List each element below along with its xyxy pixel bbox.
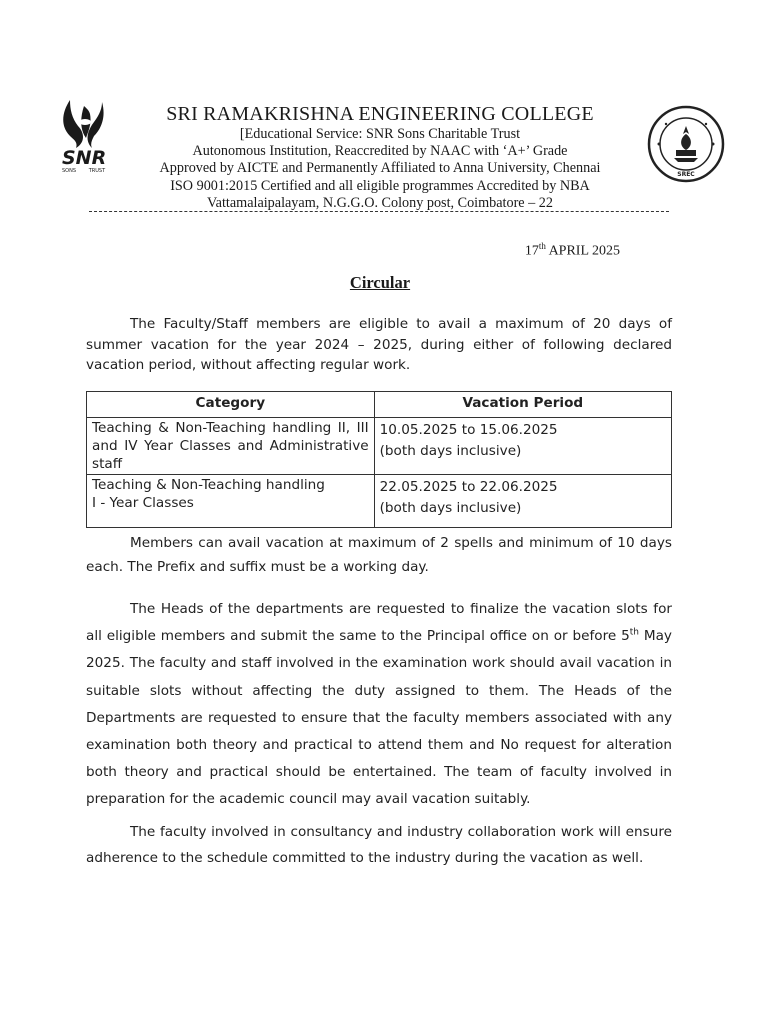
header-divider	[89, 211, 669, 212]
college-seal-icon	[646, 104, 726, 184]
snr-logo-subtext: SONS TRUST	[62, 168, 106, 174]
date-month-year: APRIL 2025	[545, 243, 620, 259]
category-text: Teaching & Non-Teaching handling	[92, 477, 325, 493]
period-cell	[374, 475, 671, 528]
category-text: Teaching & Non-Teaching handling II, III and IV Year Classes and Administrative staff	[92, 420, 369, 472]
heads-paragraph-text-cont: May 2025. The faculty and staff involved in the examination work should avail vacation in suitable slots without affecting the duty assigned to them. The Heads of the Departments are requested to ensure that the faculty members associated with any examination both theory and practical to attend them and No request for alteration both theory and practical should be entertained. The team of faculty involved in preparation for the academic council may avail vacation suitably.	[86, 628, 672, 808]
heads-paragraph-text: The Heads of the departments are requested to finalize the vacation slots for all eligible members and submit the same to the Principal office on or before 5	[86, 601, 672, 645]
period-note: (both days inclusive)	[379, 443, 522, 459]
table-header-row	[87, 392, 672, 418]
snr-logo	[40, 92, 130, 174]
iso-line: ISO 9001:2015 Certified and all eligible programmes Accredited by NBA	[170, 177, 590, 194]
spells-paragraph: Members can avail vacation at maximum of 2 spells and minimum of 10 days each. The Prefix and suffix must be a working day.	[86, 535, 672, 575]
page-title: Circular	[349, 273, 411, 292]
snr-logo-text: SNR	[62, 147, 107, 169]
category-text: I - Year Classes	[92, 495, 194, 511]
trust-line: [Educational Service: SNR Sons Charitable Trust	[239, 126, 521, 142]
category-cell	[87, 418, 375, 475]
table-row	[87, 475, 672, 528]
category-header: Category	[87, 392, 375, 418]
vacation-table	[86, 391, 672, 528]
address-line: Vattamalaipalayam, N.G.G.O. Colony post, Coimbatore – 22	[207, 194, 553, 211]
approval-line: Approved by AICTE and Permanently Affiliated to Anna University, Chennai	[159, 160, 601, 177]
period-dates: 22.05.2025 to 22.06.2025	[379, 479, 558, 495]
table-row	[87, 418, 672, 475]
consultancy-paragraph: The faculty involved in consultancy and industry collaboration work will ensure adherence to the schedule committed to the industry during the vacation as well.	[86, 824, 672, 866]
heads-paragraph	[86, 596, 672, 814]
intro-paragraph: The Faculty/Staff members are eligible to avail a maximum of 20 days of summer vacation for the year 2024 – 2025, during either of following declared vacation period, without affecting regular work.	[86, 316, 672, 373]
period-cell	[374, 418, 671, 475]
autonomy-line: Autonomous Institution, Reaccredited by NAAC with ‘A+’ Grade	[192, 143, 568, 160]
ordinal-suffix: th	[629, 627, 639, 638]
vacation-period-header: Vacation Period	[374, 392, 671, 418]
college-name: SRI RAMAKRISHNA ENGINEERING COLLEGE	[166, 103, 594, 125]
seal-text: SREC	[677, 171, 695, 178]
date-suffix: th	[538, 241, 546, 251]
circular-date	[490, 241, 620, 260]
period-note: (both days inclusive)	[379, 500, 522, 516]
period-dates: 10.05.2025 to 15.06.2025	[379, 422, 558, 438]
college-details	[150, 126, 610, 212]
category-cell	[87, 475, 375, 528]
date-day: 17	[524, 243, 539, 259]
flame-emblem-icon	[63, 100, 103, 148]
